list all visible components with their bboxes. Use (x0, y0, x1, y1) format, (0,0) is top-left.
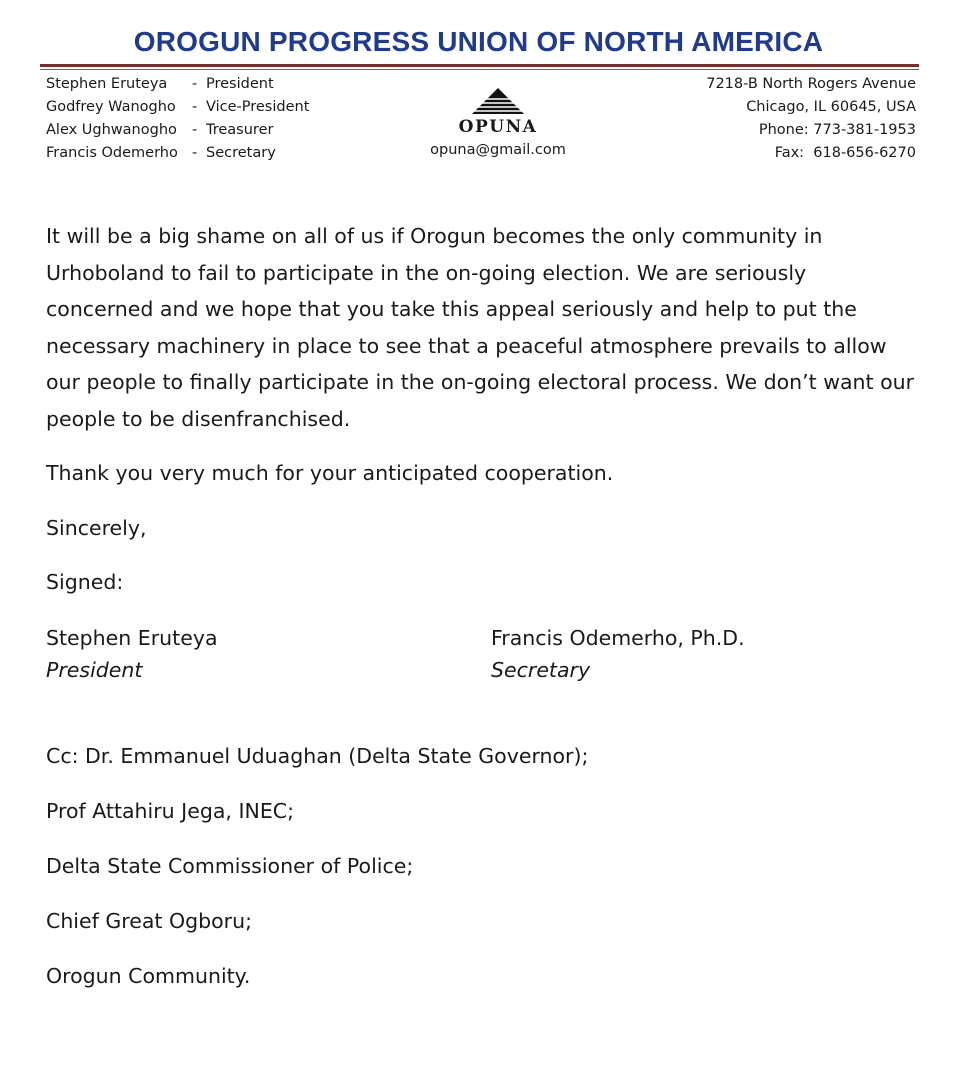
officer-name: Alex Ughwanogho (46, 122, 177, 138)
letter-body (46, 218, 916, 601)
officer-row (46, 142, 309, 165)
cc-recipient: Orogun Community. (46, 964, 251, 988)
officer-name: Francis Odemerho (46, 145, 178, 161)
officer-row (46, 96, 309, 119)
logo-text: OPUNA (458, 117, 538, 137)
body-paragraph: Thank you very much for your anticipated cooperation. (46, 461, 614, 485)
signed-label: Signed: (46, 570, 124, 594)
cc-recipient: Prof Attahiru Jega, INEC; (46, 799, 295, 823)
organization-logo (408, 86, 588, 161)
signatory-name: Stephen Eruteya (46, 626, 218, 650)
address-street: 7218-B North Rogers Avenue (706, 76, 916, 92)
officer-row (46, 119, 309, 142)
header-rule-thin (40, 69, 919, 70)
closing-salutation: Sincerely, (46, 515, 147, 540)
body-paragraph: It will be a big shame on all of us if Orogun becomes the only community in Urhoboland to fail to participate in the on-going election. We are seriously concerned and we hope that you take this appeal seriously and help to put the necessary machinery in place to see that a peaceful atmosphere prevails to allow our people to finally participate in the on-going electoral process. We don’t want our people to be disenfranchised. (46, 224, 915, 431)
contact-email: opuna@gmail.com (430, 142, 566, 158)
phone-number: Phone: 773-381-1953 (758, 122, 916, 138)
officer-role: Vice-President (206, 99, 310, 115)
officer-role: Treasurer (206, 122, 274, 138)
address-city: Chicago, IL 60645, USA (746, 99, 916, 115)
officer-name: Godfrey Wanogho (46, 99, 176, 115)
officer-separator: - (192, 76, 198, 92)
cc-recipient: Chief Great Ogboru; (46, 909, 252, 933)
fax-number: Fax: 618-656-6270 (774, 145, 916, 161)
officer-role: President (206, 76, 274, 92)
signatory-title: Secretary (491, 658, 591, 682)
cc-list (46, 738, 588, 1013)
signatory-name: Francis Odemerho, Ph.D. (491, 626, 745, 650)
officer-row (46, 73, 309, 96)
officers-list (46, 73, 309, 165)
officer-name: Stephen Eruteya (46, 76, 168, 92)
signature-right (491, 622, 745, 686)
officer-separator: - (192, 122, 198, 138)
organization-title: OROGUN PROGRESS UNION OF NORTH AMERICA (133, 26, 824, 57)
officer-separator: - (192, 99, 198, 115)
signatory-title: President (46, 658, 143, 682)
cc-recipient: Delta State Commissioner of Police; (46, 854, 414, 878)
officer-separator: - (192, 145, 198, 161)
pyramid-logo-icon (468, 86, 528, 116)
cc-recipient: Cc: Dr. Emmanuel Uduaghan (Delta State Governor); (46, 744, 589, 768)
mailing-address (706, 73, 916, 165)
signature-left (46, 622, 218, 686)
header-rule-thick (40, 64, 919, 67)
officer-role: Secretary (206, 145, 276, 161)
